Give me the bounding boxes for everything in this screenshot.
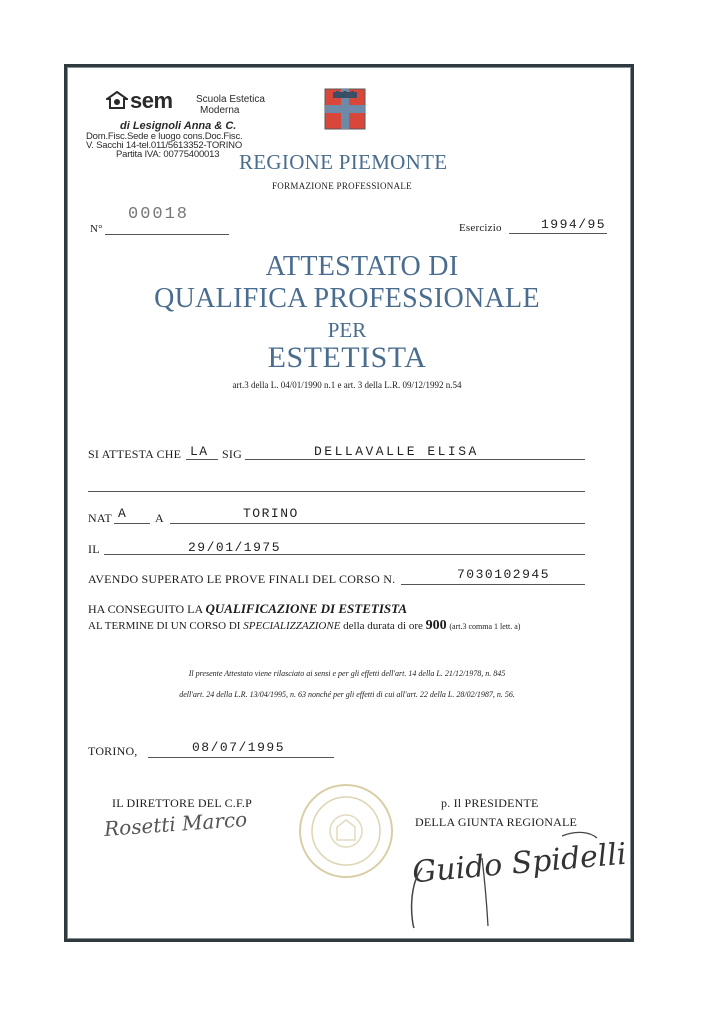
- birthdate-line: [104, 554, 585, 555]
- nat-suffix-line: [114, 523, 150, 524]
- president-signature: Guido Spidelli: [410, 836, 628, 891]
- birthdate-value: 29/01/1975: [188, 540, 282, 555]
- president-label-2: DELLA GIUNTA REGIONALE: [415, 815, 578, 829]
- duration-hours: 900: [425, 618, 447, 633]
- course-type-prefix: AL TERMINE DI UN CORSO DI: [88, 620, 241, 632]
- article-value: LA: [190, 444, 209, 459]
- course-number-line: [401, 584, 585, 585]
- place-label: TORINO,: [88, 744, 138, 758]
- esercizio-line: [509, 233, 607, 234]
- department-label: FORMAZIONE PROFESSIONALE: [272, 181, 412, 191]
- duration-label: della durata di ore: [343, 620, 423, 632]
- course-type: SPECIALIZZAZIONE: [243, 620, 341, 632]
- title-line-3: PER: [327, 318, 367, 342]
- issue-date: 08/07/1995: [192, 740, 286, 755]
- number-line: [105, 234, 229, 235]
- sem-brand-sub1: Scuola Estetica: [196, 94, 265, 105]
- article-line: [186, 459, 218, 460]
- qualification-line-1: [88, 601, 407, 617]
- note-line-1: Il presente Attestato viene rilasciato ai sensi e per gli effetti dell'art. 14 della L. 21/12/1978, n. 845: [188, 669, 506, 678]
- date-line: [148, 757, 334, 758]
- duration-reference: (art.3 comma 1 lett. a): [449, 622, 521, 631]
- title-line-4: ESTETISTA: [267, 341, 427, 374]
- president-label-1: p. Il PRESIDENTE: [441, 796, 539, 810]
- il-label: IL: [88, 542, 100, 556]
- nat-suffix-value: A: [118, 506, 128, 521]
- esercizio-value: 1994/95: [541, 217, 607, 232]
- course-label: AVENDO SUPERATO LE PROVE FINALI DEL CORSO N.: [88, 572, 396, 586]
- president-signature-strokes: [402, 828, 602, 932]
- qualification-line-2: [88, 618, 520, 634]
- legal-reference: art.3 della L. 04/01/1990 n.1 e art. 3 della L.R. 09/12/1992 n.54: [232, 380, 462, 390]
- piemonte-emblem-icon: [324, 88, 366, 130]
- birthplace-value: TORINO: [243, 506, 299, 521]
- stamp-line-4: Partita IVA: 00775400013: [116, 149, 220, 160]
- attesta-label: SI ATTESTA CHE: [88, 447, 182, 461]
- name-continuation-line: [88, 491, 585, 492]
- a-label: A: [155, 511, 164, 525]
- title-line-1: ATTESTATO DI: [265, 251, 459, 282]
- number-label: N°: [90, 223, 103, 235]
- note-line-2: dell'art. 24 della L.R. 13/04/1995, n. 63 nonché per gli effetti di cui all'art. 22 della L. 28/02/1987, n. 56.: [179, 690, 515, 699]
- name-line: [245, 459, 585, 460]
- region-title: REGIONE PIEMONTE: [239, 150, 448, 174]
- sig-label: SIG: [222, 447, 242, 461]
- official-seal-icon: [297, 782, 395, 880]
- sem-brand: sem: [130, 88, 173, 113]
- director-label: IL DIRETTORE DEL C.F.P: [112, 796, 252, 810]
- title-line-2: QUALIFICA PROFESSIONALE: [154, 283, 540, 314]
- nat-label: NAT: [88, 511, 112, 525]
- stamp-line-3: V. Sacchi 14-tel.011/5613352-TORINO: [86, 140, 243, 151]
- course-number-value: 7030102945: [457, 567, 551, 582]
- number-value: 00018: [128, 205, 190, 224]
- director-signature: Rosetti Marco: [103, 807, 248, 841]
- qualification-title: QUALIFICAZIONE DI ESTETISTA: [205, 601, 408, 616]
- name-value: DELLAVALLE ELISA: [314, 444, 479, 459]
- sem-brand-sub2: Moderna: [200, 105, 240, 116]
- birthplace-line: [170, 523, 585, 524]
- sem-logo-icon: [106, 91, 128, 109]
- esercizio-label: Esercizio: [459, 222, 502, 234]
- stamp-line-1: di Lesignoli Anna & C.: [120, 120, 237, 132]
- qualification-prefix: HA CONSEGUITO LA: [88, 602, 203, 616]
- stamp-line-2: Dom.Fisc.Sede e luogo cons.Doc.Fisc.: [86, 131, 243, 142]
